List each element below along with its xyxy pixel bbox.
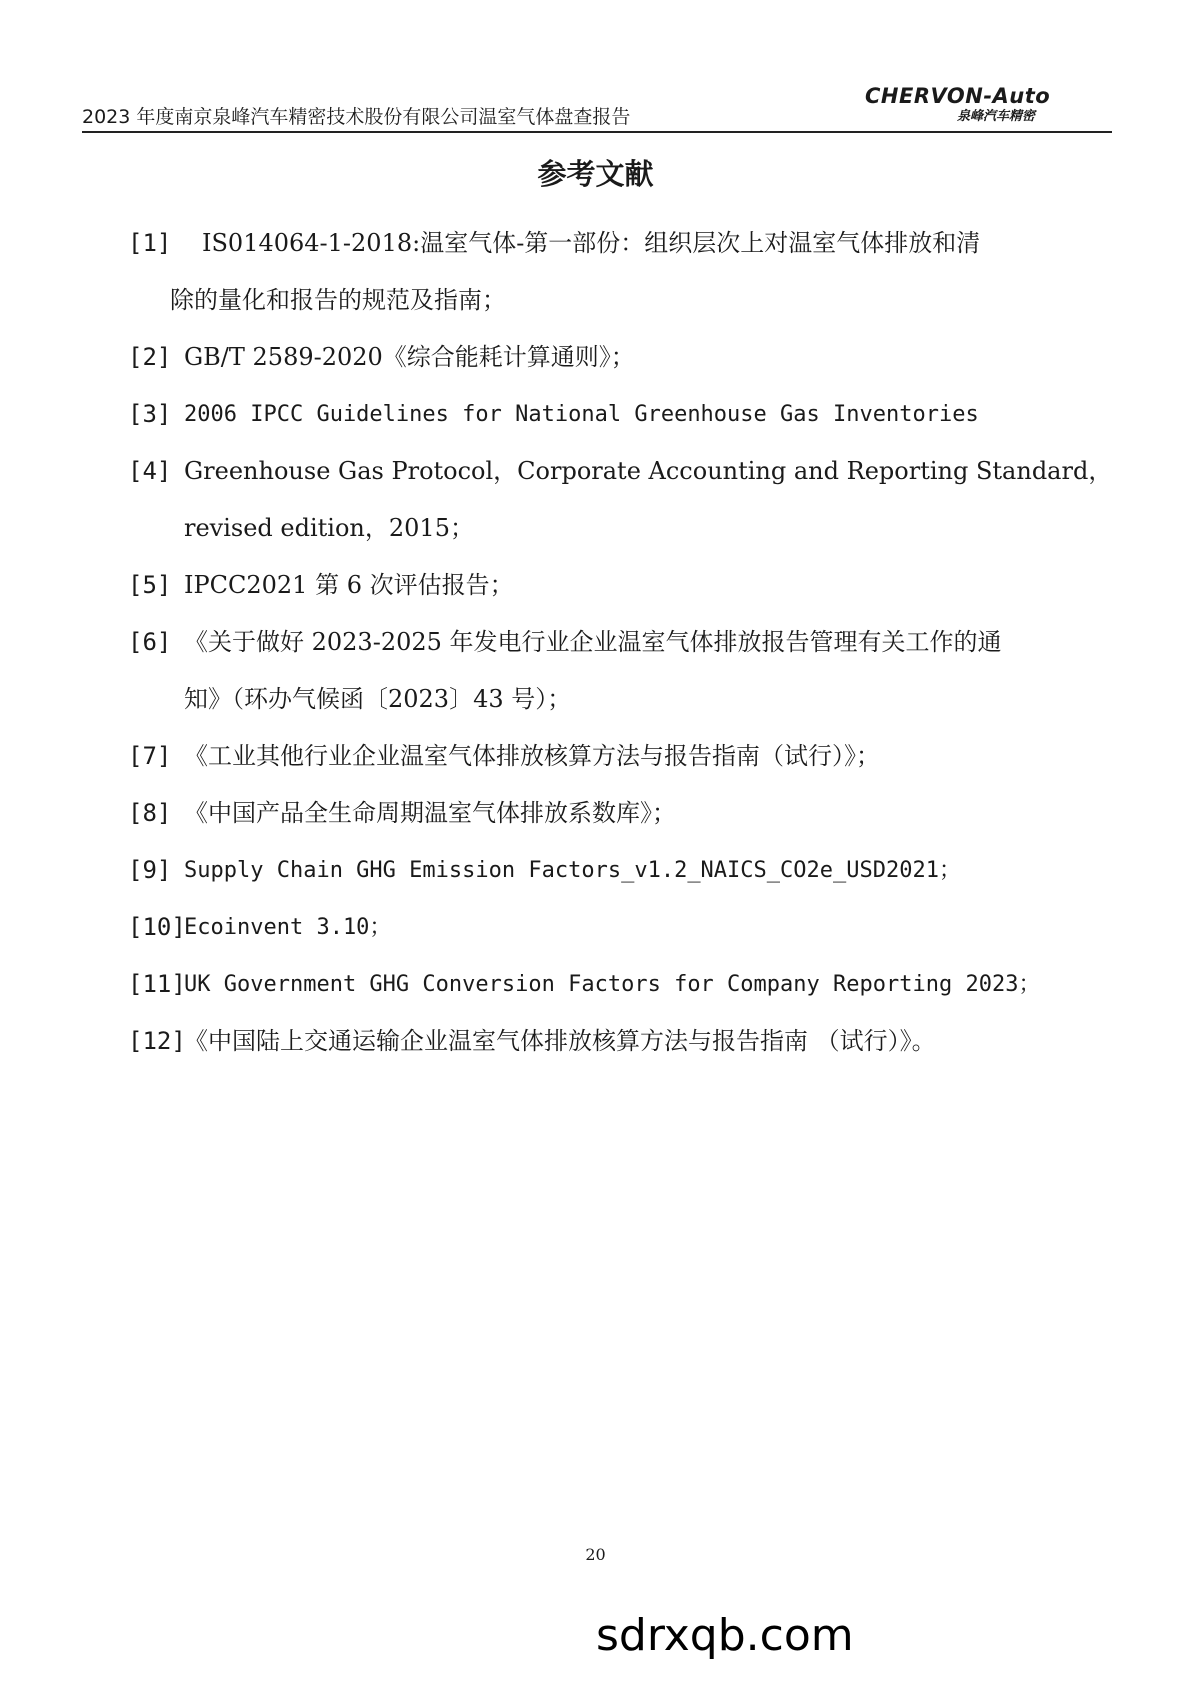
reference-item [128,386,1113,443]
reference-number: [11] [128,970,186,998]
report-header-title: 2023 年度南京泉峰汽车精密技术股份有限公司温室气体盘查报告 [82,106,631,128]
reference-text: 《中国产品全生命周期温室气体排放系数库》； [184,799,676,827]
reference-item [128,443,1113,557]
reference-item [128,215,1113,329]
header-divider [82,131,1112,133]
reference-number: [12] [128,1027,186,1055]
reference-text: Greenhouse Gas Protocol，Corporate Accounting and Reporting Standard， [184,457,1113,485]
reference-number: [9] [128,856,172,884]
reference-item [128,329,1113,386]
reference-text: 《中国陆上交通运输企业温室气体排放核算方法与报告指南 （试行）》。 [184,1027,936,1055]
page-title: 参考文献 [537,157,654,191]
reference-text: Ecoinvent 3.10； [184,915,392,940]
reference-text: IPCC2021 第 6 次评估报告； [184,571,514,599]
reference-list [128,215,1113,1070]
reference-number: [5] [128,571,172,599]
chervon-auto-logo [865,84,1055,122]
reference-item [128,785,1113,842]
reference-text-continued: 除的量化和报告的规范及指南； [170,286,506,314]
reference-text: UK Government GHG Conversion Factors for Company Reporting 2023； [184,972,1041,997]
reference-text-continued: revised edition，2015； [184,514,474,542]
reference-text: IS014064-1-2018:温室气体-第一部份：组织层次上对温室气体排放和清 [202,229,981,257]
reference-item [128,728,1113,785]
reference-number: [6] [128,628,172,656]
reference-text: GB/T 2589-2020《综合能耗计算通则》； [184,343,635,371]
reference-number: [2] [128,343,172,371]
reference-number: [3] [128,400,172,428]
watermark-text: sdrxqb.com [596,1610,854,1661]
reference-item [128,614,1113,728]
reference-number: [4] [128,457,172,485]
reference-number: [8] [128,799,172,827]
reference-text-continued: 知》（环办气候函〔2023〕43 号）； [184,685,572,713]
reference-number: [7] [128,742,172,770]
logo-english-text: CHERVON-Auto [865,84,1051,108]
reference-number: [10] [128,913,186,941]
page-number: 20 [585,1545,606,1564]
reference-item [128,956,1113,1013]
reference-item [128,842,1113,899]
reference-item [128,557,1113,614]
reference-item [128,899,1113,956]
reference-item [128,1013,1113,1070]
logo-chinese-text: 泉峰汽车精密 [957,109,1036,124]
reference-text: 2006 IPCC Guidelines for National Greenhouse Gas Inventories [184,402,979,427]
reference-number: [1] [128,229,172,257]
reference-text: 《工业其他行业企业温室气体排放核算方法与报告指南（试行）》； [184,742,880,770]
reference-text: Supply Chain GHG Emission Factors_v1.2_NAICS_CO2e_USD2021； [184,858,961,883]
reference-text: 《关于做好 2023-2025 年发电行业企业温室气体排放报告管理有关工作的通 [184,628,1002,656]
